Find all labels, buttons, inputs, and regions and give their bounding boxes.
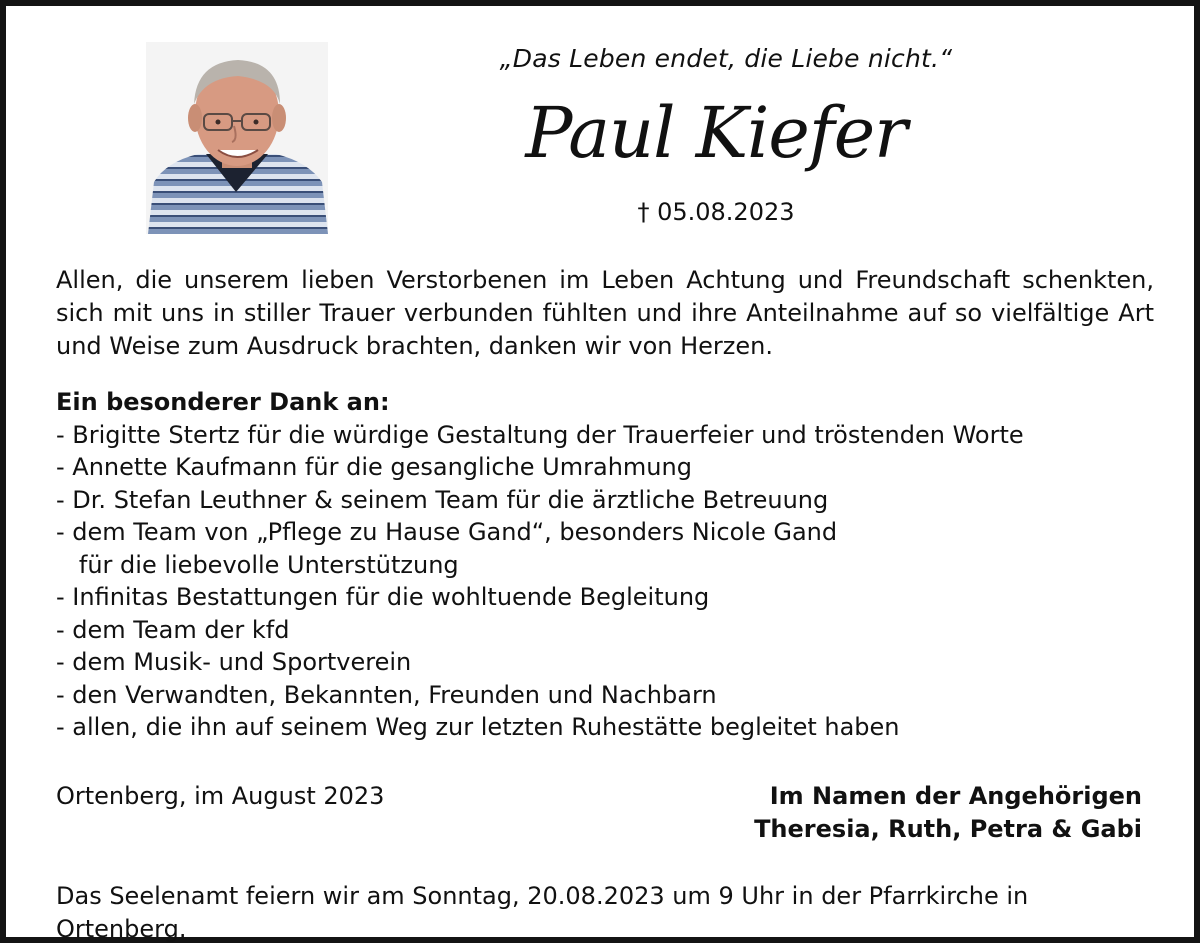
list-item: - Brigitte Stertz für die würdige Gestaltung der Trauerfeier und tröstenden Worte xyxy=(56,420,1024,449)
list-item: - dem Musik- und Sportverein xyxy=(56,648,412,676)
list-item: für die liebevolle Unterstützung xyxy=(56,550,459,579)
portrait-illustration xyxy=(146,42,328,234)
thanks-section xyxy=(56,386,1154,744)
list-item: - Annette Kaufmann für die gesangliche Umrahmung xyxy=(56,453,692,481)
death-date: † 05.08.2023 xyxy=(637,198,795,226)
signature-line-2: Theresia, Ruth, Petra & Gabi xyxy=(754,815,1142,843)
family-signature xyxy=(754,780,1142,846)
list-item: - den Verwandten, Bekannten, Freunden und Nachbarn xyxy=(56,680,717,709)
list-item: - dem Team der kfd xyxy=(56,615,290,644)
list-item: - allen, die ihn auf seinem Weg zur letzten Ruhestätte begleitet haben xyxy=(56,713,900,741)
intro-paragraph: Allen, die unserem lieben Verstorbenen im Leben Achtung und Freundschaft schenkten, sich mit uns in stiller Trauer verbunden fühlten und ihre Anteilnahme auf so vielfältige Art und Weise zum Ausdruck brachten, danken wir von Herzen. xyxy=(56,266,1154,360)
thanks-list xyxy=(56,419,1154,744)
deceased-name: Paul Kiefer xyxy=(525,92,907,174)
thanks-heading: Ein besonderer Dank an: xyxy=(56,388,390,416)
memorial-quote: „Das Leben endet, die Liebe nicht.“ xyxy=(499,44,953,73)
place-date: Ortenberg, im August 2023 xyxy=(56,782,385,810)
signature-line-1: Im Namen der Angehörigen xyxy=(769,782,1142,810)
list-item: - dem Team von „Pflege zu Hause Gand“, besonders Nicole Gand xyxy=(56,518,838,546)
list-item: - Infinitas Bestattungen für die wohltuende Begleitung xyxy=(56,583,710,611)
list-item: - Dr. Stefan Leuthner & seinem Team für die ärztliche Betreuung xyxy=(56,485,829,514)
portrait-photo xyxy=(146,42,328,234)
service-note: Das Seelenamt feiern wir am Sonntag, 20.08.2023 um 9 Uhr in der Pfarrkirche in Ortenberg. xyxy=(56,882,1029,943)
